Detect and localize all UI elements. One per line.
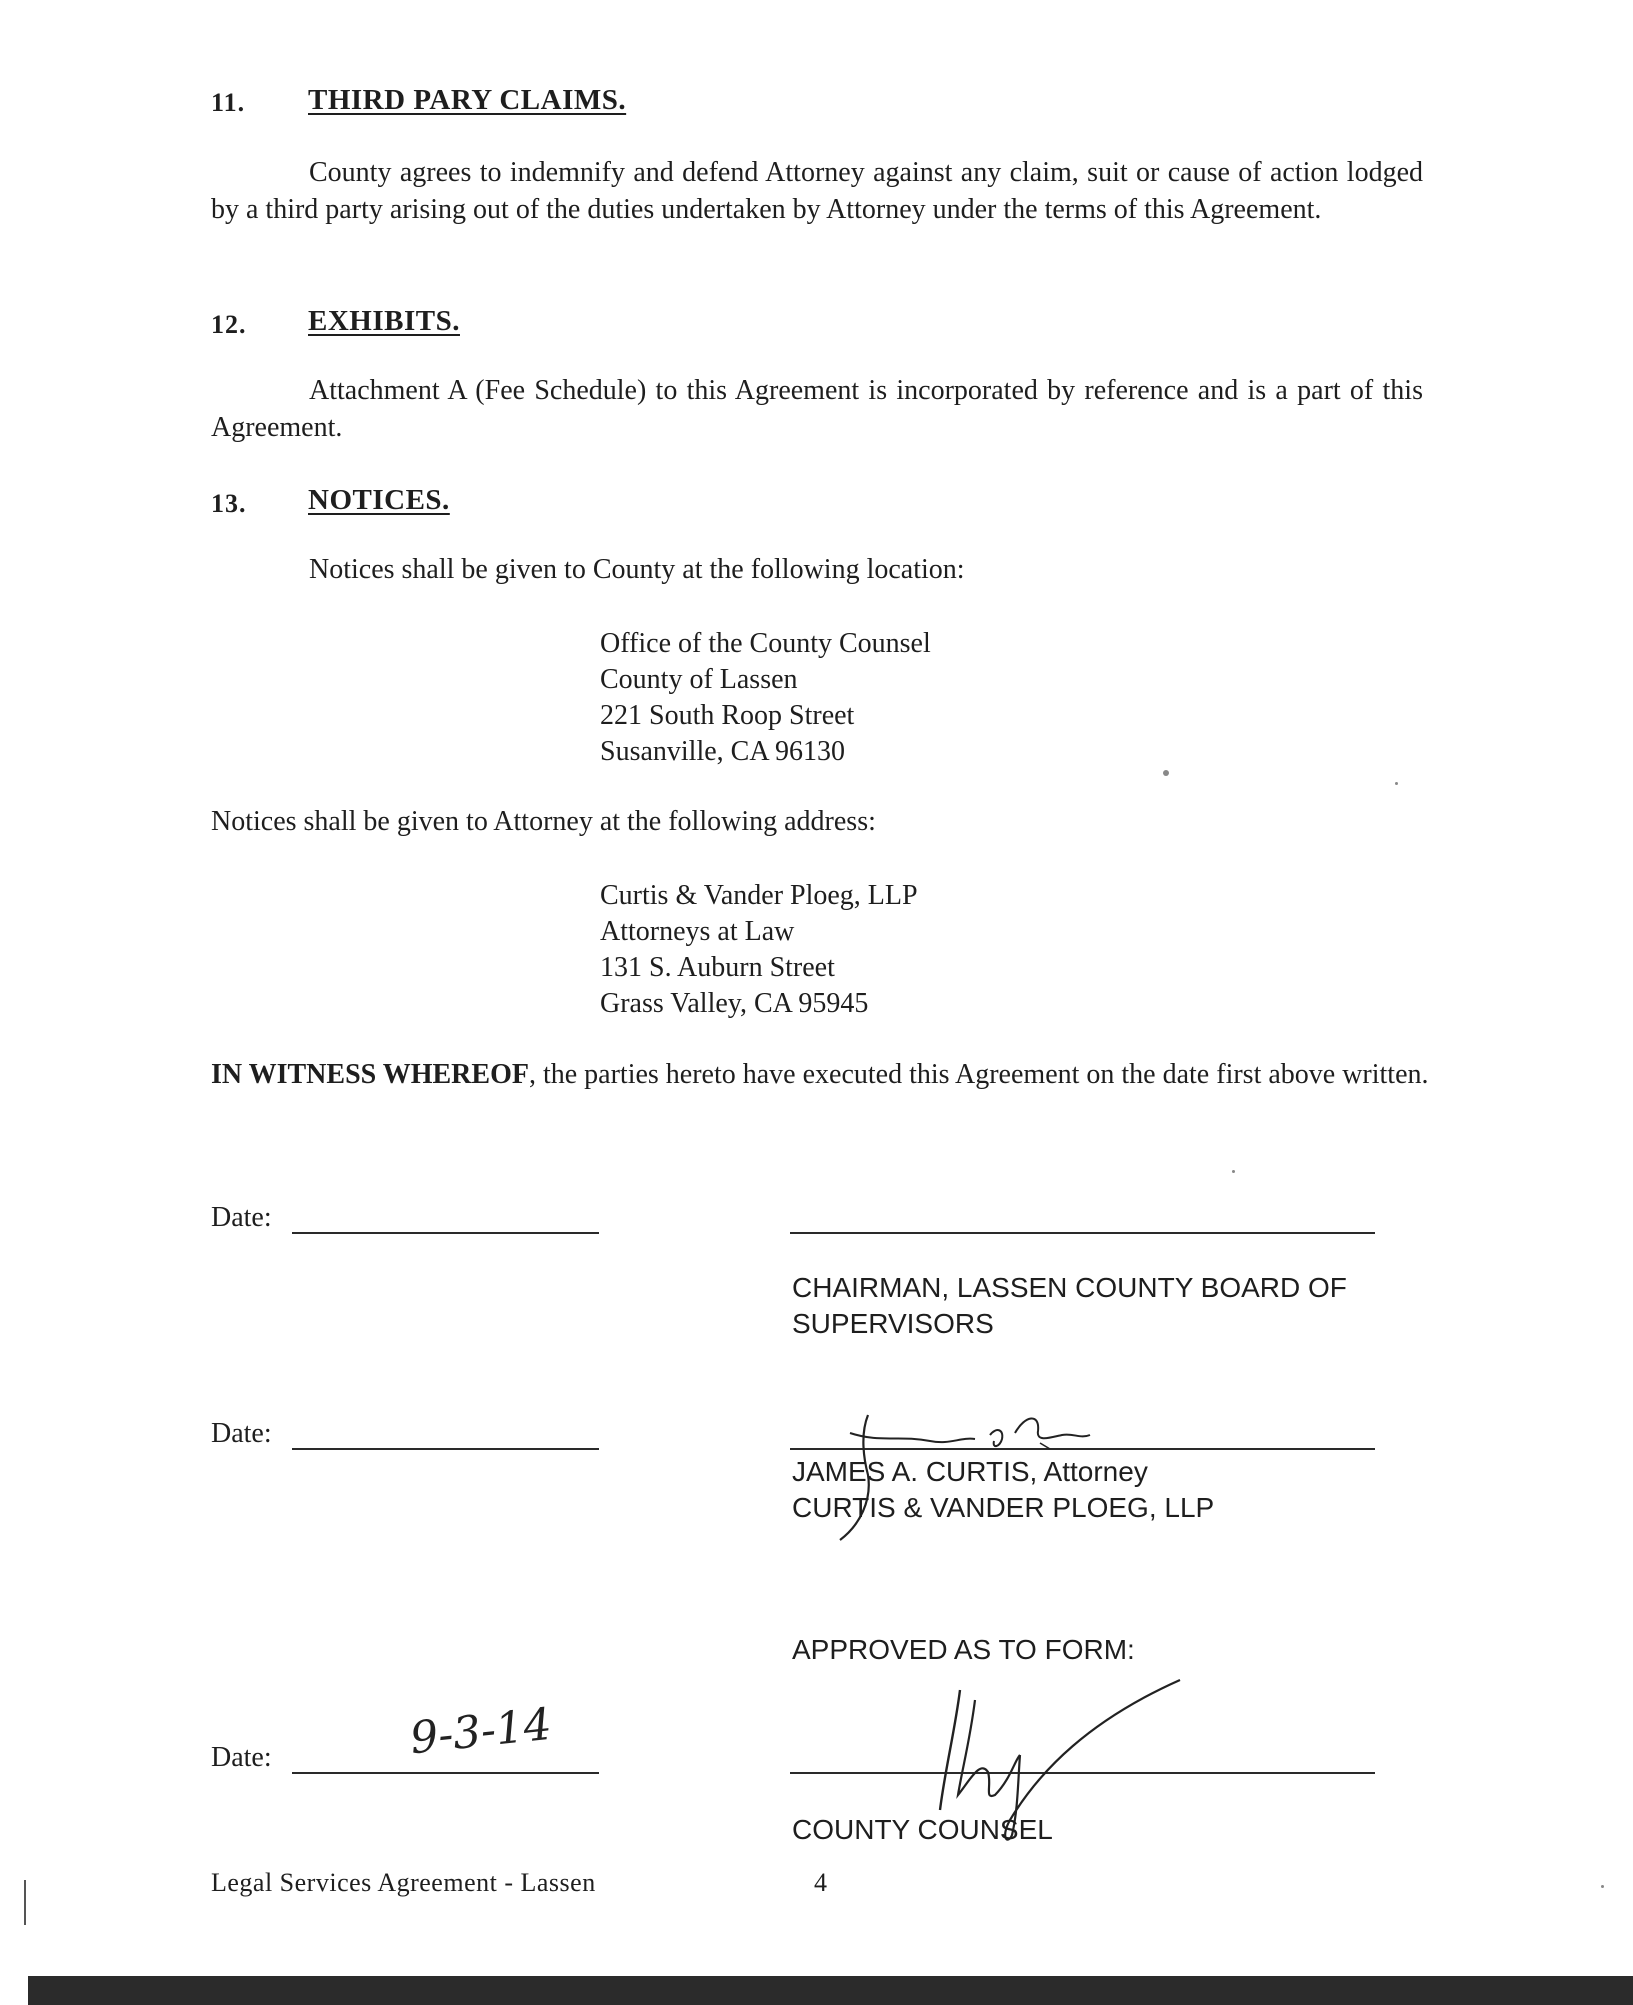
county-address-block bbox=[600, 626, 931, 770]
date-line-2[interactable] bbox=[292, 1448, 599, 1450]
date-label-1: Date: bbox=[211, 1202, 272, 1233]
section-11-text: County agrees to indemnify and defend Attorney against any claim, suit or cause of action lodged by a third party arising out of the duties undertaken by Attorney under the terms of this Agreement. bbox=[211, 157, 1423, 225]
scan-speck bbox=[1232, 1170, 1235, 1173]
footer-page-number: 4 bbox=[814, 1868, 828, 1897]
section-13-text: Notices shall be given to County at the following location: bbox=[309, 554, 965, 585]
signer-line: CURTIS & VANDER PLOEG, LLP bbox=[792, 1492, 1215, 1523]
signer-title-attorney bbox=[792, 1454, 1214, 1526]
county-address-line: Susanville, CA 96130 bbox=[600, 736, 846, 767]
section-12-text: Attachment A (Fee Schedule) to this Agreement is incorporated by reference and is a part of this Agreement. bbox=[211, 375, 1423, 443]
scan-speck bbox=[1163, 770, 1169, 776]
attorney-address-block bbox=[600, 878, 918, 1022]
scan-speck bbox=[1601, 1885, 1604, 1888]
attorney-address-line: Curtis & Vander Ploeg, LLP bbox=[600, 880, 918, 911]
section-12-number: 12. bbox=[211, 310, 247, 339]
signer-title-county-counsel: COUNTY COUNSEL bbox=[792, 1814, 1053, 1845]
attorney-address-line: Grass Valley, CA 95945 bbox=[600, 988, 869, 1019]
date-label-2: Date: bbox=[211, 1418, 272, 1449]
witness-paragraph bbox=[211, 1056, 1429, 1093]
signer-line: SUPERVISORS bbox=[792, 1308, 994, 1339]
signer-line: JAMES A. CURTIS, Attorney bbox=[792, 1456, 1148, 1487]
scan-bottom-border bbox=[28, 1976, 1633, 2005]
signature-line-chairman[interactable] bbox=[790, 1232, 1375, 1234]
witness-bold-lead: IN WITNESS WHEREOF bbox=[211, 1059, 529, 1090]
date-line-3[interactable] bbox=[292, 1772, 599, 1774]
attorney-address-line: 131 S. Auburn Street bbox=[600, 952, 835, 983]
section-13-title: NOTICES. bbox=[308, 484, 450, 516]
date-line-1[interactable] bbox=[292, 1232, 599, 1234]
section-11-paragraph bbox=[211, 154, 1423, 228]
section-11-number: 11. bbox=[211, 88, 246, 117]
date-label-3: Date: bbox=[211, 1742, 272, 1773]
witness-text: , the parties hereto have executed this Agreement on the date first above written. bbox=[528, 1059, 1429, 1090]
signer-title-chairman bbox=[792, 1270, 1347, 1342]
attorney-notice-intro: Notices shall be given to Attorney at the following address: bbox=[211, 806, 876, 837]
handwritten-date: 9-3-14 bbox=[407, 1698, 554, 1765]
section-12-title: EXHIBITS. bbox=[308, 305, 460, 337]
scan-speck bbox=[1395, 782, 1398, 785]
county-address-line: County of Lassen bbox=[600, 664, 798, 695]
county-address-line: Office of the County Counsel bbox=[600, 628, 931, 659]
section-11-title: THIRD PARY CLAIMS. bbox=[308, 84, 627, 116]
attorney-address-line: Attorneys at Law bbox=[600, 916, 795, 947]
county-address-line: 221 South Roop Street bbox=[600, 700, 855, 731]
section-12-paragraph bbox=[211, 372, 1423, 446]
scan-edge-mark bbox=[24, 1880, 26, 1925]
section-13-number: 13. bbox=[211, 489, 247, 518]
approved-as-to-form-label: APPROVED AS TO FORM: bbox=[792, 1634, 1135, 1665]
signer-line: CHAIRMAN, LASSEN COUNTY BOARD OF bbox=[792, 1272, 1347, 1303]
footer-document-title: Legal Services Agreement - Lassen bbox=[211, 1868, 596, 1897]
